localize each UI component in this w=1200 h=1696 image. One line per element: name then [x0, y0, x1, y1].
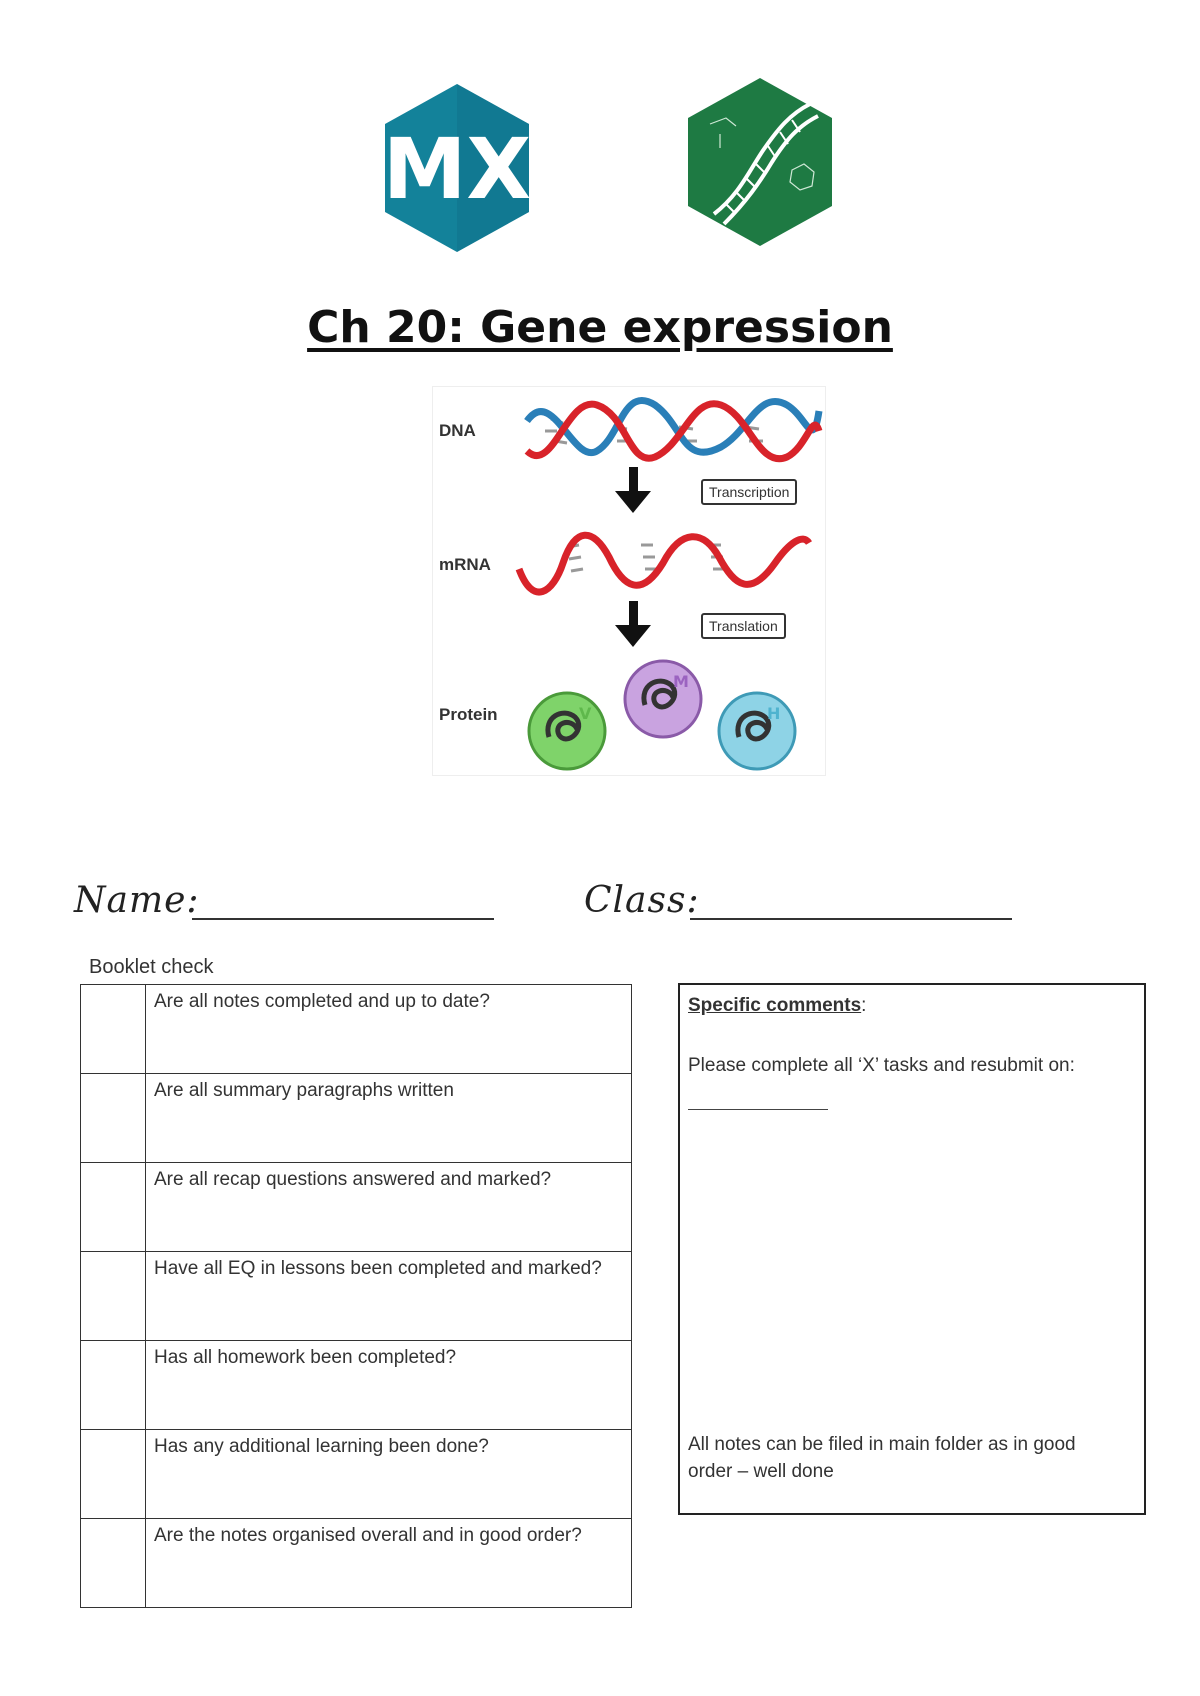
name-label: Name: — [74, 880, 200, 921]
booklet-check-table — [80, 984, 632, 1608]
page-title: Ch 20: Gene expression — [307, 302, 893, 353]
table-row — [81, 1519, 632, 1608]
mx-logo — [377, 80, 537, 256]
comments-heading-colon: : — [861, 995, 867, 1016]
comments-heading: Specific comments — [688, 995, 862, 1016]
dna-logo — [680, 74, 840, 250]
protein-m — [625, 661, 701, 737]
table-row — [81, 1163, 632, 1252]
check-cell[interactable] — [81, 1074, 146, 1163]
table-row — [81, 1074, 632, 1163]
check-question: Have all EQ in lessons been completed and marked? — [146, 1252, 632, 1341]
check-question: Are all recap questions answered and marked? — [146, 1163, 632, 1252]
specific-comments-box — [678, 983, 1146, 1515]
svg-text:M: M — [673, 672, 689, 691]
table-row — [81, 1252, 632, 1341]
check-cell[interactable] — [81, 1519, 146, 1608]
protein-graphic — [523, 657, 813, 775]
table-row — [81, 1430, 632, 1519]
check-question: Are the notes organised overall and in good order? — [146, 1519, 632, 1608]
protein-label: Protein — [439, 705, 498, 724]
protein-h — [719, 693, 795, 769]
svg-text:MX: MX — [382, 120, 532, 218]
check-cell[interactable] — [81, 1341, 146, 1430]
mrna-label: mRNA — [439, 555, 491, 574]
name-field[interactable] — [192, 918, 494, 920]
table-row — [81, 1341, 632, 1430]
filed-note: All notes can be filed in main folder as in good order – well done — [688, 1434, 1076, 1482]
booklet-check-label: Booklet check — [89, 956, 214, 978]
table-row — [81, 985, 632, 1074]
check-question: Are all summary paragraphs written — [146, 1074, 632, 1163]
check-cell[interactable] — [81, 1430, 146, 1519]
check-cell[interactable] — [81, 1163, 146, 1252]
svg-text:V: V — [579, 704, 592, 723]
check-question: Has any additional learning been done? — [146, 1430, 632, 1519]
protein-v — [529, 693, 605, 769]
class-label: Class: — [584, 880, 700, 921]
dna-label: DNA — [439, 421, 476, 440]
comments-heading-row — [688, 995, 1136, 1017]
check-question: Are all notes completed and up to date? — [146, 985, 632, 1074]
class-field[interactable] — [690, 918, 1012, 920]
svg-text:H: H — [767, 704, 781, 723]
check-cell[interactable] — [81, 1252, 146, 1341]
transcription-box: Transcription — [701, 479, 797, 505]
dna-helix-graphic — [523, 391, 823, 471]
gene-expression-diagram — [432, 386, 826, 776]
mrna-strand-graphic — [513, 523, 813, 603]
resubmit-date-field[interactable] — [688, 1109, 828, 1110]
check-cell[interactable] — [81, 985, 146, 1074]
resubmit-instruction: Please complete all ‘X’ tasks and resubmit on: — [688, 1055, 1075, 1076]
check-question: Has all homework been completed? — [146, 1341, 632, 1430]
translation-box: Translation — [701, 613, 786, 639]
